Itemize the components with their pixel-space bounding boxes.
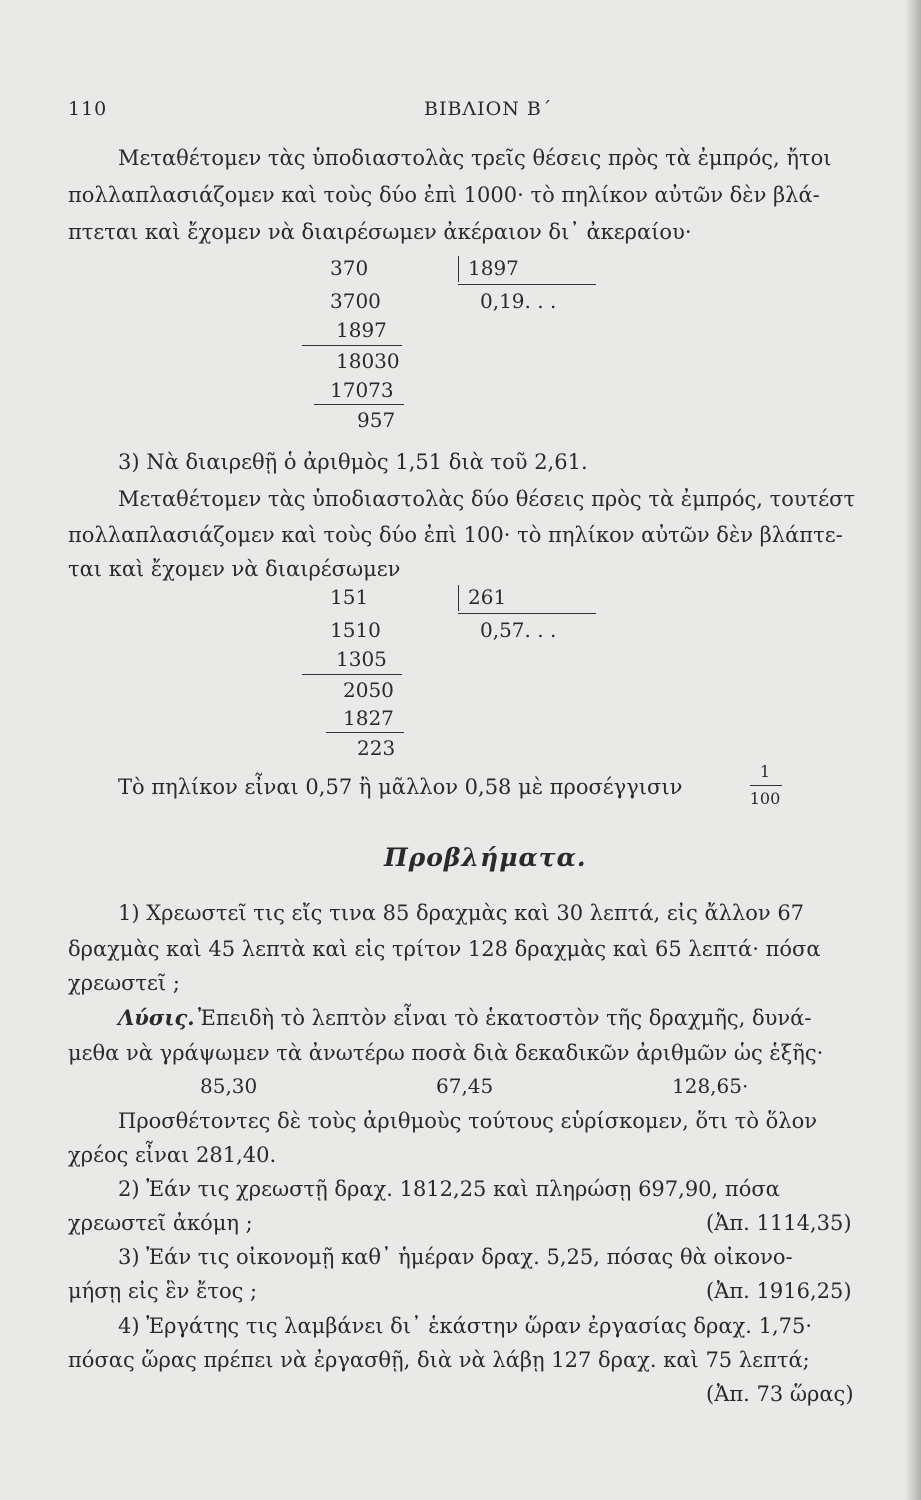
quotient: 0,57. . .	[480, 618, 557, 642]
division-step: 1897	[336, 318, 387, 342]
section-title: Προβλήματα.	[384, 843, 587, 872]
page-number: 110	[68, 98, 108, 120]
problem-answer: (Ἀπ. 73 ὥρας)	[706, 1382, 854, 1406]
division-step: 2050	[343, 678, 394, 702]
page-edge-shadow	[905, 0, 921, 1500]
quotient: 0,19. . .	[480, 289, 557, 313]
running-title: ΒΙΒΛΙΟΝ Β΄	[424, 98, 553, 120]
amount: 67,45	[436, 1074, 494, 1098]
paragraph-line: πτεται καὶ ἔχομεν νὰ διαιρέσωμεν ἀκέραιον δι᾿ ἀκεραίου·	[68, 220, 692, 244]
fraction-bar	[750, 785, 782, 786]
remainder: 957	[357, 408, 396, 432]
solution-label: Λύσις.	[118, 1005, 195, 1030]
paragraph-line: ται καὶ ἔχομεν νὰ διαιρέσωμεν	[68, 557, 401, 581]
divisor: 261	[468, 585, 507, 609]
problem-line: χρεωστεῖ ἀκόμη ;	[68, 1211, 253, 1235]
division-bar	[458, 585, 459, 611]
division-step: 18030	[336, 349, 400, 373]
division-step: 1827	[343, 706, 394, 730]
amount: 85,30	[200, 1074, 258, 1098]
divisor-rule	[458, 284, 596, 285]
example-heading: 3) Νὰ διαιρεθῇ ὁ ἀριθμὸς 1,51 διὰ τοῦ 2,61.	[118, 450, 588, 474]
dividend: 370	[330, 256, 369, 280]
division-step: 1305	[336, 647, 387, 671]
paragraph-line: χρέος εἶναι 281,40.	[68, 1143, 277, 1167]
solution-line: μεθα νὰ γράψωμεν τὰ ἀνωτέρω ποσὰ διὰ δεκαδικῶν ἀριθμῶν ὡς ἑξῆς·	[68, 1041, 824, 1065]
fraction-denominator: 100	[749, 789, 781, 808]
paragraph-line: Προσθέτοντες δὲ τοὺς ἀριθμοὺς τούτους εὑρίσκομεν, ὅτι τὸ ὅλον	[118, 1109, 817, 1133]
paragraph-line: πολλαπλασιάζομεν καὶ τοὺς δύο ἐπὶ 100· τὸ πηλίκον αὐτῶν δὲν βλάπτε-	[68, 523, 843, 547]
paragraph-line: πολλαπλασιάζομεν καὶ τοὺς δύο ἐπὶ 1000· τὸ πηλίκον αὐτῶν δὲν βλά-	[68, 183, 820, 207]
problem-line: 3) Ἐάν τις οἰκονομῇ καθ᾿ ἡμέραν δραχ. 5,25, πόσας θὰ οἰκονο-	[118, 1245, 793, 1269]
divisor: 1897	[468, 256, 519, 280]
problem-answer: (Ἀπ. 1916,25)	[706, 1279, 852, 1303]
problem-line: 1) Χρεωστεῖ τις εἴς τινα 85 δραχμὰς καὶ 30 λεπτά, εἰς ἄλλον 67	[118, 901, 805, 925]
subtraction-rule	[302, 345, 402, 346]
problem-answer: (Ἀπ. 1114,35)	[706, 1211, 852, 1235]
division-bar	[458, 256, 459, 282]
subtraction-rule	[326, 732, 404, 733]
conclusion-line: Τὸ πηλίκον εἶναι 0,57 ἢ μᾶλλον 0,58 μὲ προσέγγισιν	[118, 775, 683, 799]
subtraction-rule	[314, 404, 404, 405]
problem-line: πόσας ὥρας πρέπει νὰ ἐργασθῇ, διὰ νὰ λάβῃ 127 δραχ. καὶ 75 λεπτά;	[68, 1348, 810, 1372]
paragraph-line: Μεταθέτομεν τὰς ὑποδιαστολὰς δύο θέσεις πρὸς τὰ ἐμπρός, τουτέστ	[118, 487, 856, 511]
subtraction-rule	[302, 674, 402, 675]
problem-line: 2) Ἐάν τις χρεωστῇ δραχ. 1812,25 καὶ πληρώσῃ 697,90, πόσα	[118, 1177, 780, 1201]
divisor-rule	[458, 613, 596, 614]
division-step: 1510	[330, 618, 381, 642]
problem-line: δραχμὰς καὶ 45 λεπτὰ καὶ εἰς τρίτον 128 δραχμὰς καὶ 65 λεπτά· πόσα	[68, 937, 821, 961]
amount: 128,65·	[672, 1074, 749, 1098]
fraction-numerator: 1	[759, 762, 771, 781]
dividend: 151	[330, 585, 369, 609]
division-step: 17073	[330, 378, 394, 402]
problem-line: 4) Ἐργάτης τις λαμβάνει δι᾿ ἑκάστην ὥραν ἐργασίας δραχ. 1,75·	[118, 1314, 813, 1338]
solution-line: Ἐπειδὴ τὸ λεπτὸν εἶναι τὸ ἑκατοστὸν τῆς δραχμῆς, δυνά-	[198, 1006, 812, 1030]
problem-line: μήσῃ εἰς ἓν ἔτος ;	[68, 1279, 258, 1303]
paragraph-line: Μεταθέτομεν τὰς ὑποδιαστολὰς τρεῖς θέσεις πρὸς τὰ ἐμπρός, ἤτοι	[118, 146, 832, 170]
problem-line: χρεωστεῖ ;	[68, 971, 180, 995]
division-step: 3700	[330, 289, 381, 313]
remainder: 223	[357, 736, 396, 760]
